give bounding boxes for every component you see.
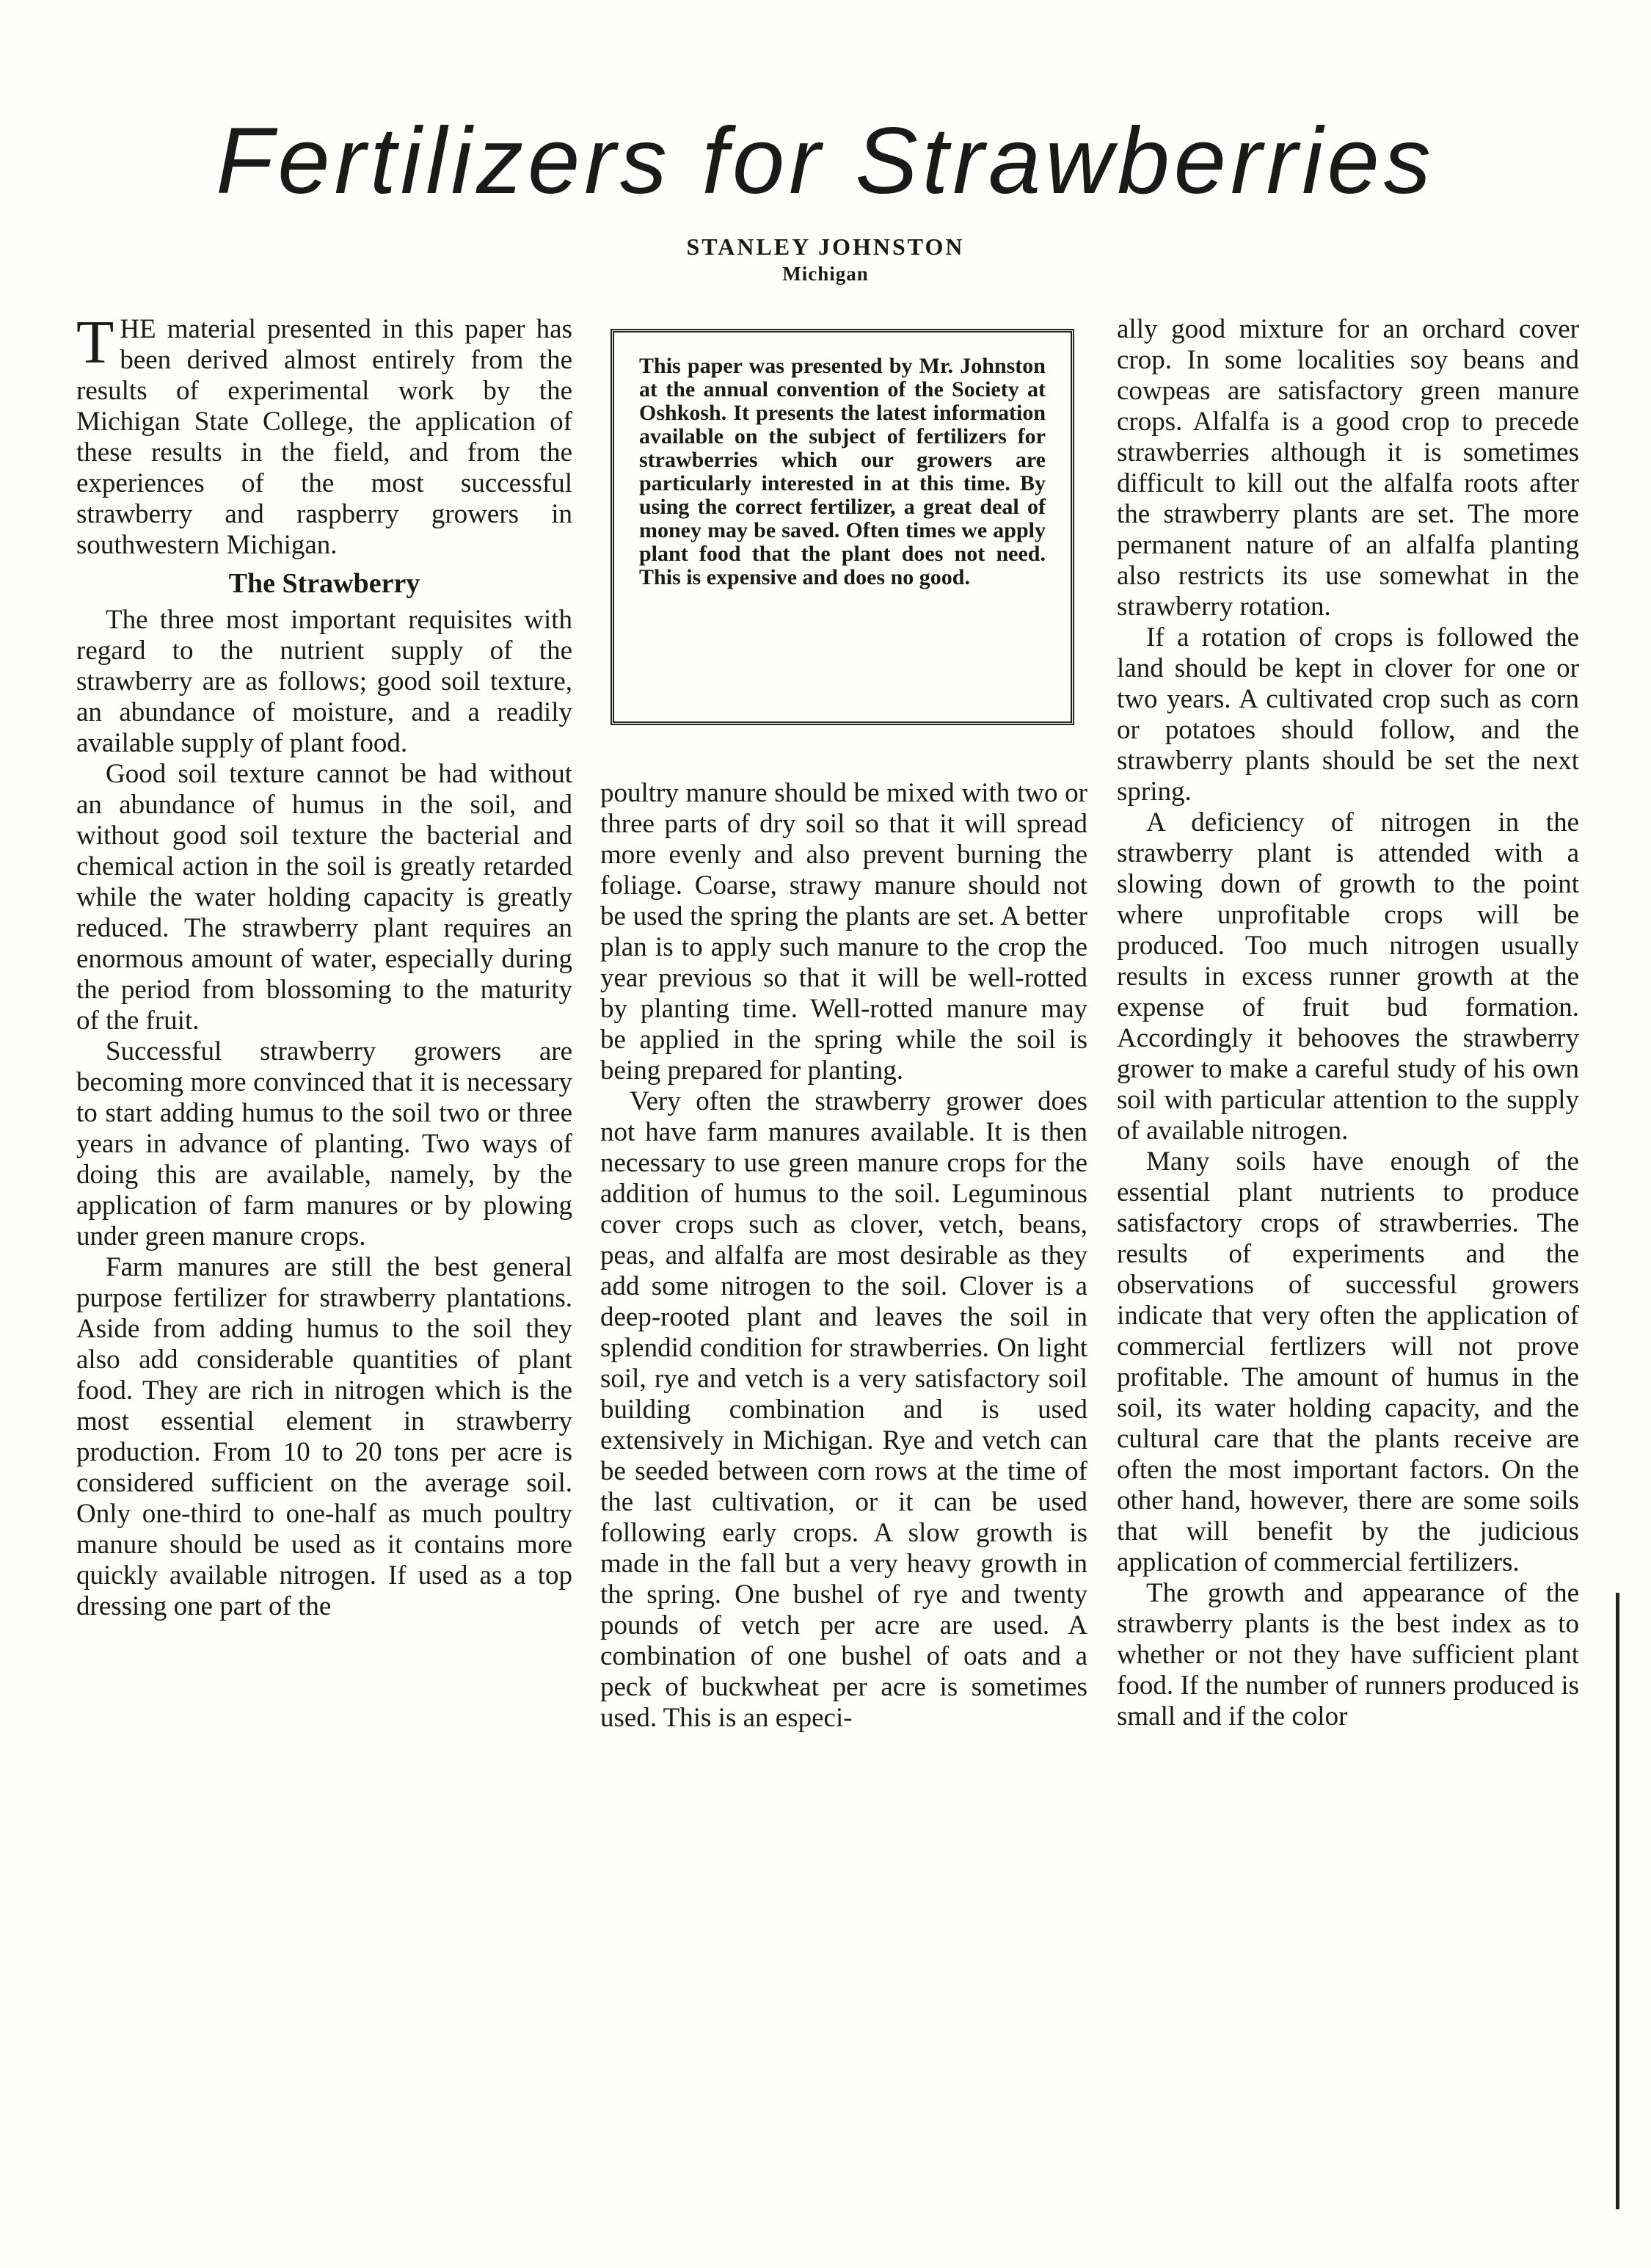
- column-1: [76, 308, 572, 1622]
- paragraph: Successful strawberry growers are becoming more convinced that it is necessary to start adding humus to the soil two or three years in advance of planting. Two ways of doing this are available, namely, by the application of farm manures or by plowing under green manure crops.: [76, 1036, 572, 1251]
- paragraph: Very often the strawberry grower does not have farm manures available. It is then necessary to use green manure crops for the addition of humus to the soil. Leguminous cover crops such as clover, vetch, beans, peas, and alfalfa are most desirable as they add some nitrogen to the soil. Clover is a deep-rooted plant and leaves the soil in splendid condition for strawberries. On light soil, rye and vetch is a very satisfactory soil building combination and is used extensively in Michigan. Rye and vetch can be seeded between corn rows at the time of the last cultivation, or it can be used following early crops. A slow growth is made in the fall but a very heavy growth in the spring. One bushel of rye and twenty pounds of vetch per acre are used. A combination of one bushel of oats and a peck of buckwheat per acre is sometimes used. This is an especi-: [600, 1086, 1087, 1733]
- drop-cap: T: [76, 308, 114, 377]
- paragraph: poultry manure should be mixed with two or three parts of dry soil so that it will spread more evenly and also prevent burning the foliage. Coarse, strawy manure should not be used the spring the plants are set. A better plan is to apply such manure to the crop the year previous so that it will be well-rotted by planting time. Well-rotted manure may be applied in the spring while the soil is being prepared for planting.: [600, 778, 1087, 1086]
- paragraph: If a rotation of crops is followed the land should be kept in clover for one or two years. A cultivated crop such as corn or potatoes should follow, and the strawberry plants should be set the next spring.: [1117, 622, 1579, 807]
- page-edge-rule: [1616, 1593, 1619, 2209]
- column-3: [1117, 314, 1579, 1732]
- article-author: STANLEY JOHNSTON: [686, 233, 965, 260]
- intro-text: HE material presented in this paper has been derived almost entirely from the results of experimental work by the Michigan State College, the application of these results in the field, and from the experiences of the most successful strawberry and raspberry growers in southwestern Michigan.: [76, 314, 572, 560]
- paragraph: ally good mixture for an orchard cover crop. In some localities soy beans and cowpeas are satisfactory green manure crops. Alfalfa is a good crop to precede strawberries although it is sometimes difficult to kill out the alfalfa roots after the strawberry plants are set. The more permanent nature of an alfalfa planting also restricts its use somewhat in the strawberry rotation.: [1117, 314, 1579, 622]
- article-title: Fertilizers for Strawberries: [216, 109, 1435, 214]
- paragraph: A deficiency of nitrogen in the strawberry plant is attended with a slowing down of growth to the point where unprofitable crops will be produced. Too much nitrogen usually results in excess runner growth at the expense of fruit bud formation. Accordingly it behooves the strawberry grower to make a careful study of his own soil with particular attention to the supply of available nitrogen.: [1117, 807, 1579, 1146]
- editor-note-box: This paper was presented by Mr. Johnston at the annual convention of the Society at Oshkosh. It presents the latest information available on the subject of fertilizers for strawberries which our growers are particularly interested in at this time. By using the correct fertilizer, a great deal of money may be saved. Often times we apply plant food that the plant does not need. This is expensive and does no good.: [611, 329, 1074, 725]
- paragraph: Many soils have enough of the essential plant nutrients to produce satisfactory crops of strawberries. The results of experiments and the observations of successful growers indicate that very often the application of commercial fertlizers will not prove profitable. The amount of humus in the soil, its water holding capacity, and the cultural care that the plants receive are often the most important factors. On the other hand, however, there are some soils that will benefit by the judicious application of commercial fertilizers.: [1117, 1146, 1579, 1577]
- paragraph: The three most important requisites with regard to the nutrient supply of the strawberry are as follows; good soil texture, an abundance of moisture, and a readily available supply of plant food.: [76, 605, 572, 758]
- paragraph: Farm manures are still the best general purpose fertilizer for strawberry plantations. Aside from adding humus to the soil they also add considerable quantities of plant food. They are rich in nitrogen which is the most essential element in strawberry production. From 10 to 20 tons per acre is considered sufficient on the average soil. Only one-third to one-half as much poultry manure should be used as it contains more quickly available nitrogen. If used as a top dressing one part of the: [76, 1252, 572, 1621]
- intro-paragraph: [76, 308, 572, 561]
- column-2: [600, 778, 1087, 1734]
- author-region: Michigan: [782, 263, 869, 285]
- paragraph: Good soil texture cannot be had without an abundance of humus in the soil, and without good soil texture the bacterial and chemical action in the soil is greatly retarded while the water holding capacity is greatly reduced. The strawberry plant requires an enormous amount of water, especially during the period from blossoming to the maturity of the fruit.: [76, 759, 572, 1036]
- section-heading: The Strawberry: [228, 568, 420, 599]
- paragraph: The growth and appearance of the strawberry plants is the best index as to whether or not they have sufficient plant food. If the number of runners produced is small and if the color: [1117, 1578, 1579, 1731]
